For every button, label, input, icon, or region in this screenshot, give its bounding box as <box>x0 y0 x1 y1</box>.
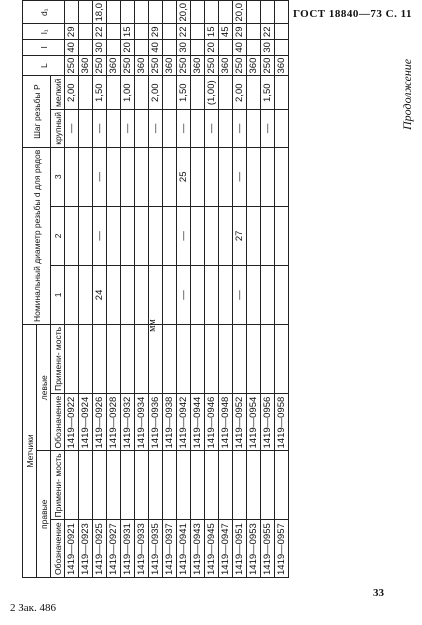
cell-fine: 2,00 <box>233 76 247 109</box>
cell-applicability <box>107 324 121 393</box>
cell-left: 1419—0932 <box>121 393 135 451</box>
cell-l: 30 <box>177 40 191 56</box>
cell-applicability <box>205 324 219 393</box>
cell-left: 1419—0934 <box>135 393 149 451</box>
cell-fine: 2,00 <box>65 76 79 109</box>
cell-r2 <box>205 206 219 265</box>
header-fine: мелкий <box>51 76 65 109</box>
cell-l: 20 <box>121 40 135 56</box>
cell-r1 <box>163 265 177 324</box>
table-row <box>233 0 247 578</box>
header-left: левые <box>37 324 51 451</box>
cell-L: 360 <box>247 55 261 76</box>
cell-l1 <box>107 24 121 40</box>
cell-r1: — <box>233 265 247 324</box>
cell-r3: — <box>233 147 247 206</box>
cell-coarse <box>275 109 289 147</box>
cell-r1 <box>79 265 93 324</box>
cell-left: 1419—0952 <box>233 393 247 451</box>
cell-d1 <box>163 0 177 24</box>
cell-d1 <box>135 0 149 24</box>
cell-l1 <box>191 24 205 40</box>
cell-coarse: — <box>93 109 107 147</box>
cell-fine <box>247 76 261 109</box>
cell-coarse: — <box>177 109 191 147</box>
cell-coarse <box>247 109 261 147</box>
cell-l <box>79 40 93 56</box>
cell-right: 1419—0955 <box>261 520 275 578</box>
cell-r3 <box>261 147 275 206</box>
cell-l: 40 <box>149 40 163 56</box>
cell-applicability <box>219 324 233 393</box>
cell-r3 <box>107 147 121 206</box>
cell-d1 <box>121 0 135 24</box>
cell-d1 <box>247 0 261 24</box>
cell-applicability <box>163 324 177 393</box>
cell-L: 250 <box>121 55 135 76</box>
cell-l <box>191 40 205 56</box>
cell-left: 1419—0946 <box>205 393 219 451</box>
cell-left: 1419—0942 <box>177 393 191 451</box>
cell-l1 <box>163 24 177 40</box>
cell-left: 1419—0954 <box>247 393 261 451</box>
cell-r1 <box>149 265 163 324</box>
cell-fine: 1,00 <box>121 76 135 109</box>
cell-right: 1419—0937 <box>163 520 177 578</box>
order-note: 2 Зак. 486 <box>10 602 56 614</box>
cell-l1: 15 <box>121 24 135 40</box>
cell-right: 1419—0953 <box>247 520 261 578</box>
header-row-3: 3 <box>51 147 65 206</box>
cell-applicability <box>149 451 163 520</box>
cell-right: 1419—0943 <box>191 520 205 578</box>
cell-L: 250 <box>177 55 191 76</box>
cell-l1 <box>135 24 149 40</box>
cell-left: 1419—0938 <box>163 393 177 451</box>
cell-r3: 25 <box>177 147 191 206</box>
header-pitch: Шаг резьбы P <box>23 76 51 147</box>
cell-r2: — <box>177 206 191 265</box>
cell-applicability <box>121 324 135 393</box>
cell-right: 1419—0933 <box>135 520 149 578</box>
cell-r1 <box>219 265 233 324</box>
cell-L: 360 <box>191 55 205 76</box>
cell-d1 <box>107 0 121 24</box>
table-row <box>261 0 275 578</box>
cell-d1 <box>65 0 79 24</box>
cell-d1: 20,0 <box>233 0 247 24</box>
cell-L: 250 <box>93 55 107 76</box>
cell-l <box>219 40 233 56</box>
table-row <box>205 0 219 578</box>
cell-r3 <box>275 147 289 206</box>
cell-r3 <box>205 147 219 206</box>
cell-d1: 20,0 <box>177 0 191 24</box>
cell-r2 <box>121 206 135 265</box>
cell-l1 <box>79 24 93 40</box>
cell-l1: 45 <box>219 24 233 40</box>
cell-left: 1419—0956 <box>261 393 275 451</box>
cell-d1 <box>219 0 233 24</box>
cell-L: 250 <box>205 55 219 76</box>
table-row <box>247 0 261 578</box>
header-coarse: крупный <box>51 109 65 147</box>
spec-table <box>22 0 289 578</box>
cell-r1 <box>247 265 261 324</box>
cell-right: 1419—0921 <box>65 520 79 578</box>
cell-coarse <box>135 109 149 147</box>
cell-r2 <box>65 206 79 265</box>
cell-applicability <box>247 324 261 393</box>
cell-right: 1419—0927 <box>107 520 121 578</box>
units-label: мм <box>146 319 158 332</box>
cell-coarse <box>191 109 205 147</box>
cell-applicability <box>79 451 93 520</box>
cell-l <box>135 40 149 56</box>
cell-applicability <box>121 451 135 520</box>
cell-L: 360 <box>275 55 289 76</box>
cell-applicability <box>79 324 93 393</box>
cell-r3 <box>149 147 163 206</box>
header-d1: d₁ <box>23 0 65 24</box>
cell-l: 40 <box>233 40 247 56</box>
cell-applicability <box>177 324 191 393</box>
header-l: l <box>23 40 65 56</box>
cell-fine <box>275 76 289 109</box>
cell-r2 <box>163 206 177 265</box>
cell-right: 1419—0951 <box>233 520 247 578</box>
cell-l: 30 <box>93 40 107 56</box>
cell-r1: — <box>177 265 191 324</box>
cell-applicability <box>177 451 191 520</box>
header-row-2: 2 <box>51 206 65 265</box>
cell-applicability <box>219 451 233 520</box>
cell-applicability <box>163 451 177 520</box>
cell-applicability <box>65 324 79 393</box>
cell-l <box>107 40 121 56</box>
cell-applicability <box>93 324 107 393</box>
cell-applicability <box>65 451 79 520</box>
cell-r2 <box>79 206 93 265</box>
table-row <box>275 0 289 578</box>
cell-d1 <box>261 0 275 24</box>
cell-r3 <box>135 147 149 206</box>
cell-coarse: — <box>205 109 219 147</box>
cell-L: 250 <box>149 55 163 76</box>
cell-coarse: — <box>149 109 163 147</box>
cell-r1 <box>135 265 149 324</box>
cell-applicability <box>149 324 163 393</box>
header-applicability-left: Примени- мость <box>51 324 65 393</box>
table-row <box>135 0 149 578</box>
cell-right: 1419—0957 <box>275 520 289 578</box>
cell-fine <box>79 76 93 109</box>
cell-r1: 24 <box>93 265 107 324</box>
table-row <box>149 0 163 578</box>
cell-right: 1419—0945 <box>205 520 219 578</box>
table-row <box>107 0 121 578</box>
cell-r2 <box>135 206 149 265</box>
cell-left: 1419—0922 <box>65 393 79 451</box>
cell-r3 <box>219 147 233 206</box>
cell-left: 1419—0936 <box>149 393 163 451</box>
cell-applicability <box>205 451 219 520</box>
continuation-label: Продолжение <box>400 58 414 130</box>
cell-r2 <box>275 206 289 265</box>
cell-l1 <box>275 24 289 40</box>
cell-applicability <box>191 324 205 393</box>
cell-L: 360 <box>219 55 233 76</box>
cell-r3 <box>163 147 177 206</box>
cell-d1: 18,0 <box>93 0 107 24</box>
cell-r2 <box>247 206 261 265</box>
cell-left: 1419—0924 <box>79 393 93 451</box>
table-row <box>79 0 93 578</box>
cell-l1: 22 <box>261 24 275 40</box>
cell-l: 20 <box>205 40 219 56</box>
cell-applicability <box>93 451 107 520</box>
cell-r1 <box>205 265 219 324</box>
cell-applicability <box>261 451 275 520</box>
table-row <box>163 0 177 578</box>
cell-coarse <box>163 109 177 147</box>
cell-l <box>247 40 261 56</box>
cell-applicability <box>247 451 261 520</box>
header-designation-left: Обозначение <box>51 393 65 451</box>
header-applicability-right: Примени- мость <box>51 451 65 520</box>
cell-r3 <box>191 147 205 206</box>
cell-r3 <box>247 147 261 206</box>
cell-fine: 1,50 <box>261 76 275 109</box>
cell-fine <box>135 76 149 109</box>
cell-l1: 29 <box>233 24 247 40</box>
cell-r1 <box>275 265 289 324</box>
cell-right: 1419—0941 <box>177 520 191 578</box>
table-row <box>177 0 191 578</box>
header-L: L <box>23 55 65 76</box>
header-l1: l₁ <box>23 24 65 40</box>
cell-right: 1419—0947 <box>219 520 233 578</box>
cell-right: 1419—0923 <box>79 520 93 578</box>
cell-left: 1419—0928 <box>107 393 121 451</box>
cell-applicability <box>191 451 205 520</box>
cell-l1: 15 <box>205 24 219 40</box>
cell-coarse <box>79 109 93 147</box>
cell-L: 360 <box>135 55 149 76</box>
table-row <box>93 0 107 578</box>
cell-coarse: — <box>261 109 275 147</box>
cell-l <box>163 40 177 56</box>
table-row <box>219 0 233 578</box>
cell-left: 1419—0944 <box>191 393 205 451</box>
cell-l1: 22 <box>93 24 107 40</box>
cell-r2 <box>219 206 233 265</box>
cell-fine <box>163 76 177 109</box>
cell-l1 <box>247 24 261 40</box>
cell-L: 250 <box>65 55 79 76</box>
header-nominal-diameter: Номинальный диаметр резьбы d для рядов <box>23 147 51 324</box>
cell-r1 <box>191 265 205 324</box>
page-number: 33 <box>373 587 384 599</box>
header-metchiki: Метчики <box>23 324 37 577</box>
cell-left: 1419—0926 <box>93 393 107 451</box>
cell-right: 1419—0931 <box>121 520 135 578</box>
cell-L: 250 <box>233 55 247 76</box>
cell-l <box>275 40 289 56</box>
cell-d1 <box>191 0 205 24</box>
cell-r1 <box>65 265 79 324</box>
cell-r3 <box>65 147 79 206</box>
cell-right: 1419—0925 <box>93 520 107 578</box>
cell-L: 360 <box>79 55 93 76</box>
cell-fine <box>107 76 121 109</box>
cell-fine: 1,50 <box>93 76 107 109</box>
cell-r2 <box>149 206 163 265</box>
cell-applicability <box>275 324 289 393</box>
cell-r2 <box>261 206 275 265</box>
cell-l1: 29 <box>149 24 163 40</box>
cell-d1 <box>149 0 163 24</box>
cell-left: 1419—0948 <box>219 393 233 451</box>
cell-fine <box>219 76 233 109</box>
table-row <box>121 0 135 578</box>
cell-applicability <box>135 451 149 520</box>
cell-r2 <box>107 206 121 265</box>
cell-fine: 2,00 <box>149 76 163 109</box>
cell-r2: — <box>93 206 107 265</box>
cell-L: 250 <box>261 55 275 76</box>
table-row <box>191 0 205 578</box>
cell-fine: 1,50 <box>177 76 191 109</box>
cell-r2: 27 <box>233 206 247 265</box>
cell-coarse <box>107 109 121 147</box>
cell-applicability <box>233 324 247 393</box>
cell-r3 <box>79 147 93 206</box>
cell-fine <box>191 76 205 109</box>
header-designation-right: Обозначение <box>51 520 65 578</box>
table-row <box>65 0 79 578</box>
cell-r1 <box>261 265 275 324</box>
cell-d1 <box>275 0 289 24</box>
cell-r2 <box>191 206 205 265</box>
cell-L: 360 <box>107 55 121 76</box>
cell-l: 30 <box>261 40 275 56</box>
cell-fine: (1,00) <box>205 76 219 109</box>
cell-l1: 22 <box>177 24 191 40</box>
header-right: правые <box>37 451 51 578</box>
cell-l: 40 <box>65 40 79 56</box>
cell-coarse <box>219 109 233 147</box>
standard-header: ГОСТ 18840—73 С. 11 <box>292 8 412 20</box>
cell-coarse: — <box>121 109 135 147</box>
cell-coarse: — <box>233 109 247 147</box>
cell-d1 <box>205 0 219 24</box>
cell-L: 360 <box>163 55 177 76</box>
cell-applicability <box>107 451 121 520</box>
cell-right: 1419—0935 <box>149 520 163 578</box>
cell-r1 <box>121 265 135 324</box>
cell-left: 1419—0958 <box>275 393 289 451</box>
cell-applicability <box>261 324 275 393</box>
cell-r1 <box>107 265 121 324</box>
cell-applicability <box>135 324 149 393</box>
cell-coarse: — <box>65 109 79 147</box>
cell-r3 <box>121 147 135 206</box>
cell-r3: — <box>93 147 107 206</box>
cell-applicability <box>275 451 289 520</box>
cell-applicability <box>233 451 247 520</box>
cell-l1: 29 <box>65 24 79 40</box>
cell-d1 <box>79 0 93 24</box>
header-row-1: 1 <box>51 265 65 324</box>
